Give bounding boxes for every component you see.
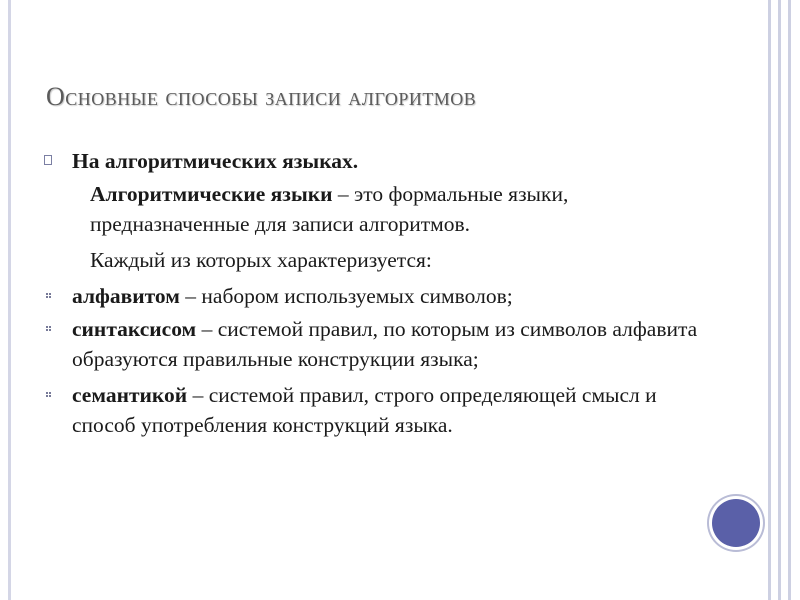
frame-line-right xyxy=(788,0,791,600)
list-item xyxy=(44,380,704,440)
item-text: – набором используемых символов; xyxy=(179,284,513,308)
item-text: – это формальные языки, предназначенные для записи алгоритмов. xyxy=(90,182,569,236)
item-text: – системой правил, строго определяющей смысл и способ употребления конструкций языка. xyxy=(72,383,657,437)
list-item xyxy=(44,146,704,176)
item-term: семантикой xyxy=(72,383,188,407)
item-term: синтаксисом xyxy=(72,317,197,341)
square-bullet-icon xyxy=(44,155,52,165)
item-term: алфавитом xyxy=(72,284,180,308)
frame-line-right xyxy=(778,0,781,600)
slide-title: Основные способы записи алгоритмов xyxy=(46,82,477,111)
dot-bullet-icon xyxy=(46,326,52,332)
item-term: Алгоритмические языки xyxy=(90,182,333,206)
item-heading: На алгоритмических языках. xyxy=(72,149,359,173)
list-item xyxy=(44,179,704,239)
item-text: Каждый из которых характеризуется: xyxy=(90,248,432,272)
decorative-circle-icon xyxy=(712,499,760,547)
slide-content xyxy=(44,146,704,440)
frame-line-left xyxy=(8,0,11,600)
list-item xyxy=(44,245,704,275)
list-item xyxy=(44,281,704,311)
frame-line-right xyxy=(768,0,771,600)
item-text: – системой правил, по которым из символов алфавита образуются правильные конструкции языка; xyxy=(72,317,698,371)
dot-bullet-icon xyxy=(46,293,52,299)
list-item xyxy=(44,314,704,374)
dot-bullet-icon xyxy=(46,392,52,398)
